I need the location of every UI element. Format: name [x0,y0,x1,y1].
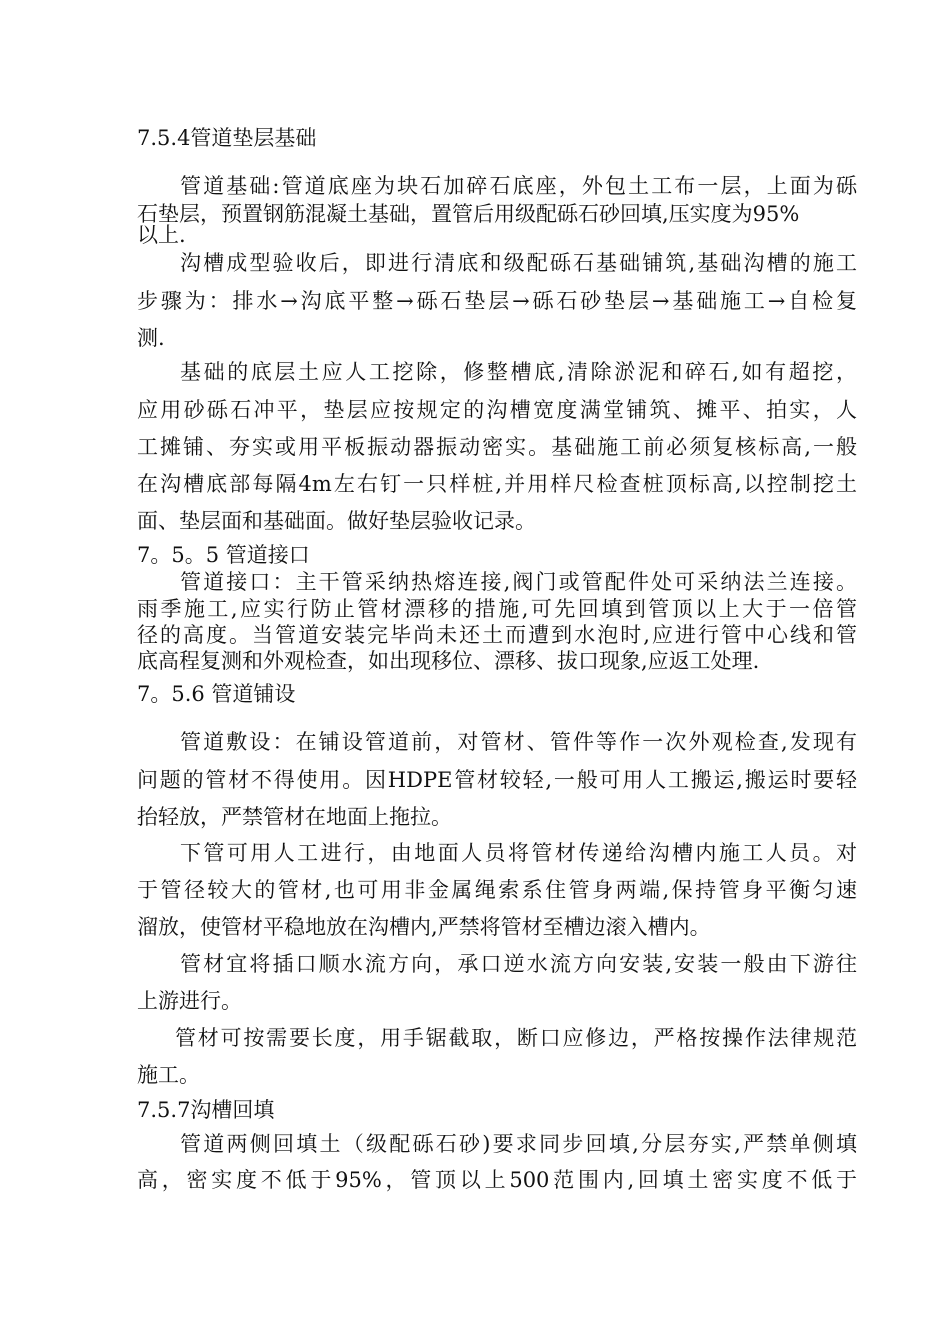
paragraph-line: 溜放，使管材平稳地放在沟槽内,严禁将管材至槽边滚入槽内。 [137,915,711,939]
section-heading: 7。5。5 管道接口 [137,543,310,567]
paragraph-line: 于管径较大的管材,也可用非金属绳索系住管身两端,保持管身平衡匀速 [137,878,857,902]
paragraph-line: 管道敷设：在铺设管道前，对管材、管件等作一次外观检查,发现有 [180,730,857,754]
paragraph-line: 应用砂砾石冲平，垫层应按规定的沟槽宽度满堂铺筑、摊平、拍实，人 [137,398,857,422]
paragraph-line: 底高程复测和外观检查，如出现移位、漂移、拔口现象,应返工处理. [137,649,760,673]
paragraph-line: 管道基础:管道底座为块石加碎石底座，外包土工布一层，上面为砾 [180,174,857,198]
paragraph-line: 施工。 [137,1063,200,1087]
paragraph-line: 以上. [137,223,186,247]
paragraph-line: 雨季施工,应实行防止管材漂移的措施,可先回填到管顶以上大于一倍管 [137,597,857,621]
paragraph-line: 上游进行。 [137,989,242,1013]
paragraph-line: 管材可按需要长度，用手锯截取，断口应修边，严格按操作法律规范 [175,1026,857,1050]
section-heading: 7.5.4管道垫层基础 [137,126,317,150]
paragraph-line: 基础的底层土应人工挖除，修整槽底,清除淤泥和碎石,如有超挖， [180,360,857,384]
paragraph-line: 步骤为：排水→沟底平整→砾石垫层→砾石砂垫层→基础施工→自检复 [137,289,857,313]
paragraph-line: 管材宜将插口顺水流方向，承口逆水流方向安装,安装一般由下游往 [180,952,857,976]
section-heading: 7.5.7沟槽回填 [137,1098,275,1122]
paragraph-line: 高，密实度不低于95%，管顶以上500范围内,回填土密实度不低于 [137,1168,857,1192]
paragraph-line: 下管可用人工进行，由地面人员将管材传递给沟槽内施工人员。对 [180,841,857,865]
paragraph-line: 石垫层，预置钢筋混凝土基础，置管后用级配砾石砂回填,压实度为95% [137,202,800,226]
paragraph-line: 沟槽成型验收后，即进行清底和级配砾石基础铺筑,基础沟槽的施工 [180,251,857,275]
section-heading: 7。5.6 管道铺设 [137,682,296,706]
paragraph-line: 管道两侧回填土（级配砾石砂)要求同步回填,分层夯实,严禁单侧填 [180,1132,857,1156]
paragraph-line: 测. [137,326,165,350]
paragraph-line: 抬轻放，严禁管材在地面上拖拉。 [137,805,452,829]
paragraph-line: 径的高度。当管道安装完毕尚未还土而遭到水泡时,应进行管中心线和管 [137,623,857,647]
paragraph-line: 问题的管材不得使用。因HDPE管材较轻,一般可用人工搬运,搬运时要轻 [137,768,857,792]
paragraph-line: 管道接口：主干管采纳热熔连接,阀门或管配件处可采纳法兰连接。 [180,570,857,594]
paragraph-line: 在沟槽底部每隔4m左右钉一只样桩,并用样尺检查桩顶标高,以控制挖土 [137,472,857,496]
paragraph-line: 工摊铺、夯实或用平板振动器振动密实。基础施工前必须复核标高,一般 [137,435,857,459]
paragraph-line: 面、垫层面和基础面。做好垫层验收记录。 [137,509,536,533]
